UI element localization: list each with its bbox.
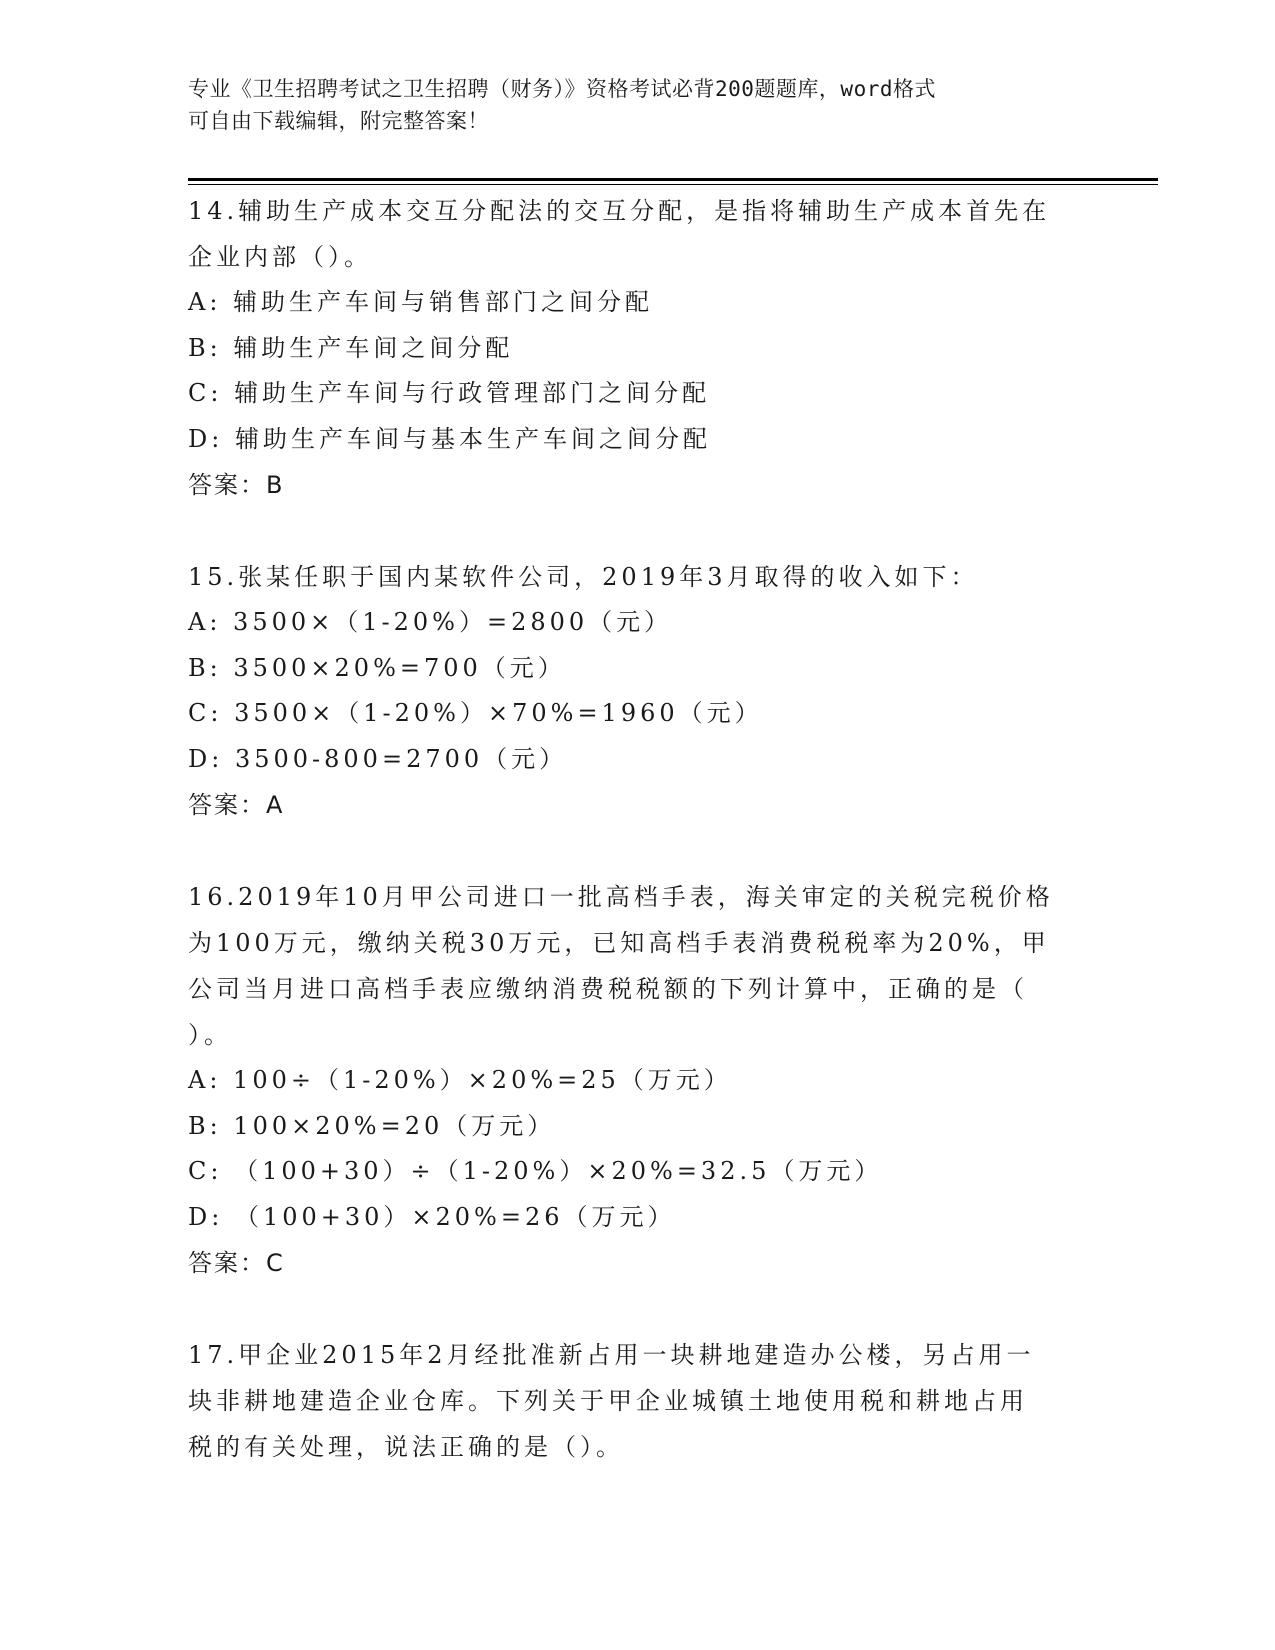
answer-option: B: 辅助生产车间之间分配: [188, 333, 514, 362]
answer-option: A: 3500×（1-20%）=2800（元）: [188, 608, 673, 636]
question-item: [188, 874, 1078, 1286]
question-stem-line: 15.张某任职于国内某软件公司，2019年3月取得的收入如下：: [188, 563, 979, 591]
header-divider-thick: [188, 178, 1158, 181]
question-item: [188, 1332, 1078, 1470]
question-stem-line: 公司当月进口高档手表应缴纳消费税税额的下列计算中，正确的是（: [188, 975, 1028, 1003]
answer-option: C: 3500×（1-20%）×70%=1960（元）: [188, 699, 763, 727]
question-stem-line: 为100万元，缴纳关税30万元，已知高档手表消费税税率为20%，甲: [188, 929, 1050, 957]
answer-option: A: 100÷（1-20%）×20%=25（万元）: [188, 1066, 732, 1094]
answer-option: A: 辅助生产车间与销售部门之间分配: [188, 288, 654, 316]
answer-option: B: 3500×20%=700（元）: [188, 653, 566, 682]
question-item: [188, 188, 1078, 508]
answer-key: 答案：B: [188, 471, 285, 499]
answer-option: D: （100+30）×20%=26（万元）: [188, 1202, 676, 1231]
header-divider-thin: [188, 184, 1158, 185]
question-stem-line: 块非耕地建造企业仓库。下列关于甲企业城镇土地使用税和耕地占用: [188, 1387, 1028, 1415]
question-item: [188, 554, 1078, 828]
question-stem-line: 税的有关处理，说法正确的是（）。: [188, 1433, 624, 1461]
question-stem-line: 企业内部（）。: [188, 243, 372, 271]
answer-option: C: 辅助生产车间与行政管理部门之间分配: [188, 379, 711, 407]
answer-option: B: 100×20%=20（万元）: [188, 1111, 556, 1140]
answer-option: D: 辅助生产车间与基本生产车间之间分配: [188, 424, 711, 453]
answer-key: 答案：C: [188, 1249, 285, 1277]
question-stem-line: ）。: [188, 1021, 232, 1049]
document-header: [188, 73, 1068, 137]
answer-key: 答案：A: [188, 791, 285, 819]
question-stem-line: 17.甲企业2015年2月经批准新占用一块耕地建造办公楼，另占用一: [188, 1341, 1035, 1369]
answer-option: D: 3500-800=2700（元）: [188, 744, 568, 773]
question-stem-line: 16.2019年10月甲公司进口一批高档手表，海关审定的关税完税价格: [188, 883, 1054, 911]
header-title-line-1: 专业《卫生招聘考试之卫生招聘（财务）》资格考试必背200题题库，word格式: [188, 77, 936, 101]
question-stem-line: 14.辅助生产成本交互分配法的交互分配，是指将辅助生产成本首先在: [188, 197, 1051, 225]
answer-option: C: （100+30）÷（1-20%）×20%=32.5（万元）: [188, 1157, 883, 1185]
header-title-line-2: 可自由下载编辑，附完整答案！: [188, 109, 489, 133]
question-list: [188, 188, 1078, 1516]
